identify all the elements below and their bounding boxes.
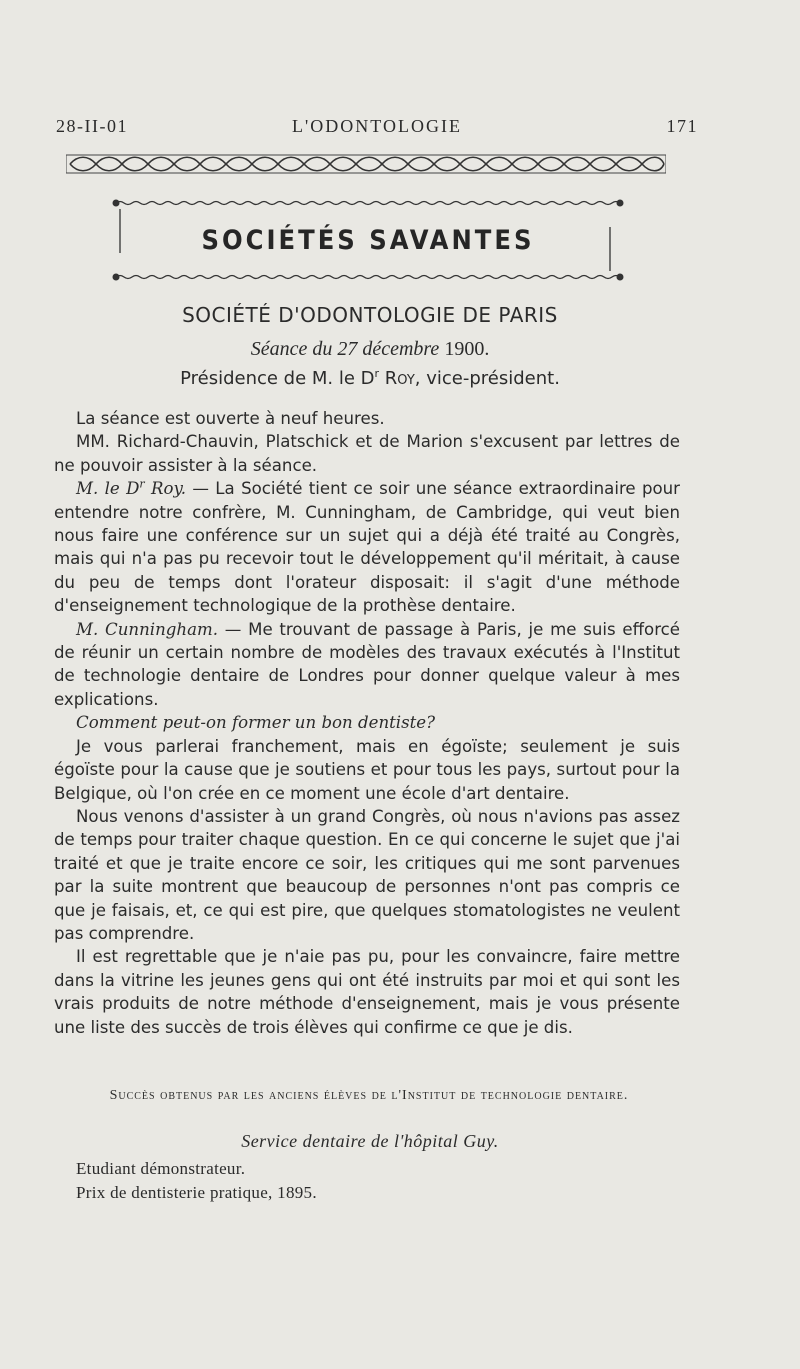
article-body xyxy=(54,407,680,1039)
seance-date xyxy=(0,338,740,361)
succes-heading: Succès obtenus par les anciens élèves de l'Institut de technologie dentaire. xyxy=(109,1088,629,1103)
paragraph-excuses: MM. Richard-Chauvin, Platschick et de Marion s'excusent par lettres de ne pouvoir assister à la séance. xyxy=(54,432,680,475)
section-title-frame xyxy=(110,197,626,285)
seance-date-text: Séance du 27 décembre xyxy=(250,338,440,360)
speaker-roy-sup: r xyxy=(139,477,145,491)
service-heading: Service dentaire de l'hôpital Guy. xyxy=(241,1131,499,1151)
society-heading: SOCIÉTÉ D'ODONTOLOGIE DE PARIS xyxy=(182,303,558,327)
seance-year: 1900. xyxy=(444,338,490,360)
issue-date: 28-II-01 xyxy=(56,116,128,136)
journal-title: L'ODONTOLOGIE xyxy=(292,116,462,136)
speaker-cunningham: M. Cunningham. xyxy=(76,619,218,639)
presidence-before: Présidence de M. le D xyxy=(180,368,375,389)
paragraph-regrettable: Il est regrettable que je n'aie pas pu, pour les convaincre, faire mettre dans la vitrine les jeunes gens qui ont été instruits par moi et qui sont les vrais produits de notre méthode d'enseignement, mais je vous présente une liste des succès de trois élèves qui confirme ce que je dis. xyxy=(54,947,680,1037)
list-item: Etudiant démonstrateur. xyxy=(76,1159,246,1178)
paragraph-question xyxy=(54,711,680,734)
list-item: Prix de dentisterie pratique, 1895. xyxy=(76,1183,317,1202)
paragraph-cunningham-text: — Me trouvant de passage à Paris, je me suis efforcé de réunir un certain nombre de modèles des travaux exécutés à l'Institut de technologie dentaire de Londres pour donner quelque valeur à mes explications. xyxy=(54,619,680,709)
paragraph-egoiste: Je vous parlerai franchement, mais en égoïste; seulement je suis égoïste pour la cause que je soutiens et pour tous les pays, surtout pour la Belgique, où l'on crée en ce moment une école d'art dentaire. xyxy=(54,736,680,803)
president-name: Roy xyxy=(384,368,415,389)
paragraph-roy-text: — La Société tient ce soir une séance extraordinaire pour entendre notre confrère, M. Cunningham, de Cambridge, qui veut bien nous faire une conférence sur un sujet qui a déjà été traité au Congrès, mais qui n'a pas pu recevoir tout le développement qu'il méritait, à cause du peu de temps dont l'orateur disposait: il s'agit d'une méthode d'enseignement technologique de la prothèse dentaire. xyxy=(54,479,680,616)
paragraph-congres: Nous venons d'assister à un grand Congrès, où nous n'avions pas assez de temps pour traiter chaque question. En ce qui concerne le sujet que j'ai traité et que je traite encore ce soir, les critiques qui me sont parvenues par la suite montrent que beaucoup de personnes n'ont pas compris ce que je faisais, et, ce qui est pire, que quelques stomatologistes ne veulent pas comprendre. xyxy=(54,806,680,943)
speaker-roy xyxy=(76,479,186,498)
speaker-roy-title: M. le D xyxy=(76,479,140,499)
speaker-roy-name: Roy. xyxy=(144,479,186,499)
question-text: Comment peut-on former un bon dentiste? xyxy=(76,713,436,733)
presidence-line xyxy=(0,368,740,389)
section-title: SOCIÉTÉS SAVANTES xyxy=(201,225,535,256)
presidence-after: , vice-président. xyxy=(414,368,560,389)
paragraph-roy xyxy=(54,477,680,617)
paragraph-cunningham xyxy=(54,618,680,712)
decorative-border-ornament xyxy=(66,153,666,175)
presidence-sup: r xyxy=(374,367,380,380)
page-number: 171 xyxy=(666,116,698,136)
running-head xyxy=(56,116,698,144)
paragraph-opening: La séance est ouverte à neuf heures. xyxy=(76,409,385,428)
